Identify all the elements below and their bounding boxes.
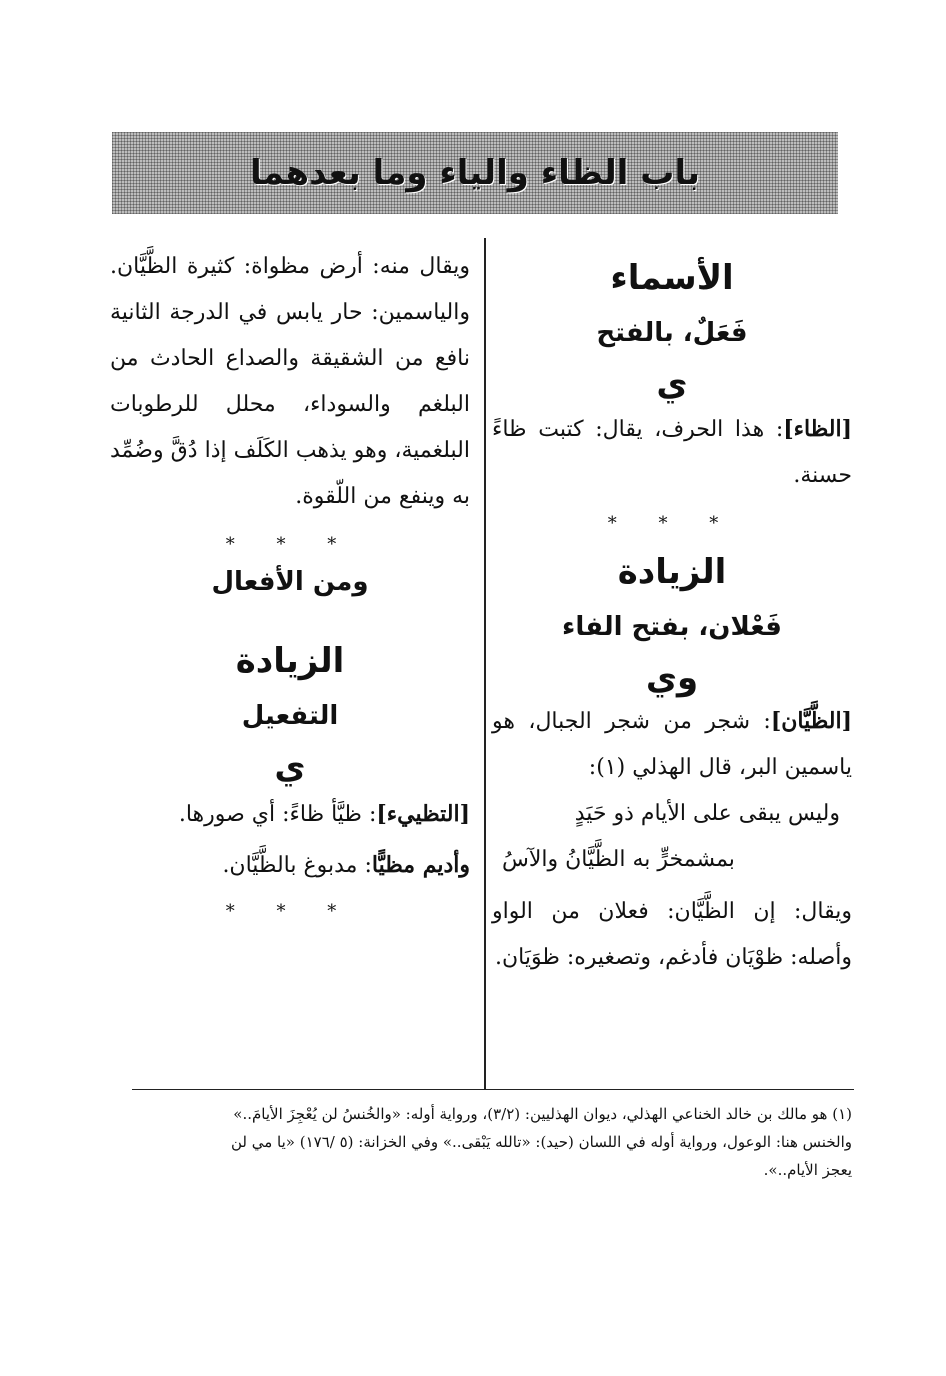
pattern-tafil: التفعيل	[241, 701, 339, 731]
entry-headword: [الظَّيَّان]	[770, 708, 852, 734]
section-title-verbs: ومن الأفعال	[211, 567, 369, 597]
poem-verse-1: وليس يبقى على الأيام ذو حَيَدٍ	[574, 801, 840, 826]
section-separator: * * *	[225, 901, 355, 922]
entry-zayyan	[492, 698, 852, 791]
column-divider	[484, 238, 486, 1090]
right-column	[492, 240, 852, 981]
poem-verse-2: بمشمخرٍّ به الظَّيَّانُ والآسُ	[502, 847, 735, 872]
entry-tazyi	[110, 791, 470, 838]
footnotes	[110, 1100, 852, 1184]
entry-mazwah: ويقال منه: أرض مظواة: كثيرة الظَّيَّان. والياسمين: حار يابس في الدرجة الثانية نافع من الشقيقة والصداع الحادث من البلغم والسوداء، محلل للرطوبات البلغمية، وهو يذهب الكَلَف إذا دُقَّ وضُمِّد به وينفع من اللّقوة.	[110, 254, 470, 509]
footnote-line: يعجز الأيام..».	[763, 1161, 852, 1179]
footnote-rule	[132, 1089, 854, 1090]
letter-heading-ya: ي	[656, 364, 688, 404]
pattern-falan: فَعْلان، بفتح الفاء	[562, 612, 782, 642]
entry-text: : ظيَّأ ظاءً: أي صورها.	[178, 802, 377, 827]
footnote-line: (١) هو مالك بن خالد الخناعي الهذلي، ديوان الهذليين: (٣/٢)، ورواية أوله: «والخُنسُ لن يُعْجِزَ الأيامَ..»	[233, 1105, 852, 1123]
entry-headword: وأديم مظيًّا	[371, 852, 470, 878]
entry-text: : شجر من شجر الجبال، هو ياسمين البر، قال الهذلي (١):	[492, 709, 852, 780]
section-title-addition: الزيادة	[617, 552, 727, 592]
pattern-faal: فَعَلٌ، بالفتح	[596, 318, 748, 348]
chapter-banner	[112, 132, 838, 214]
entry-adim	[110, 842, 470, 889]
entry-headword: [الظاء]	[783, 416, 852, 442]
section-separator: * * *	[607, 513, 737, 534]
section-title-names: الأسماء	[610, 258, 734, 298]
entry-headword: [التظييء]	[376, 801, 470, 827]
entry-text: : مدبوغ بالظَّيَّان.	[222, 853, 372, 878]
left-column	[110, 240, 470, 922]
footnote-line: والخنس هنا: الوعول، ورواية أوله في اللسان (حيد): «تالله يَبْقى..» وفي الخزانة: (٥ /١٧٦) «يا مي لن	[230, 1133, 852, 1151]
chapter-title: باب الظاء والياء وما بعدهما	[250, 153, 701, 193]
entry-text: : هذا الحرف، يقال: كتبت ظاءً حسنة.	[492, 417, 852, 488]
entry-zayyan-more: ويقال: إن الظَّيَّان: فعلان من الواو وأصله: ظوْيَان فأدغم، وتصغيره: ظوَيَان.	[492, 899, 852, 970]
section-title-addition: الزيادة	[235, 641, 345, 681]
letter-heading-ya: ي	[274, 747, 306, 787]
letter-heading-waw-ya: وي	[645, 658, 699, 698]
entry-zaa	[492, 406, 852, 499]
section-separator: * * *	[225, 534, 355, 555]
